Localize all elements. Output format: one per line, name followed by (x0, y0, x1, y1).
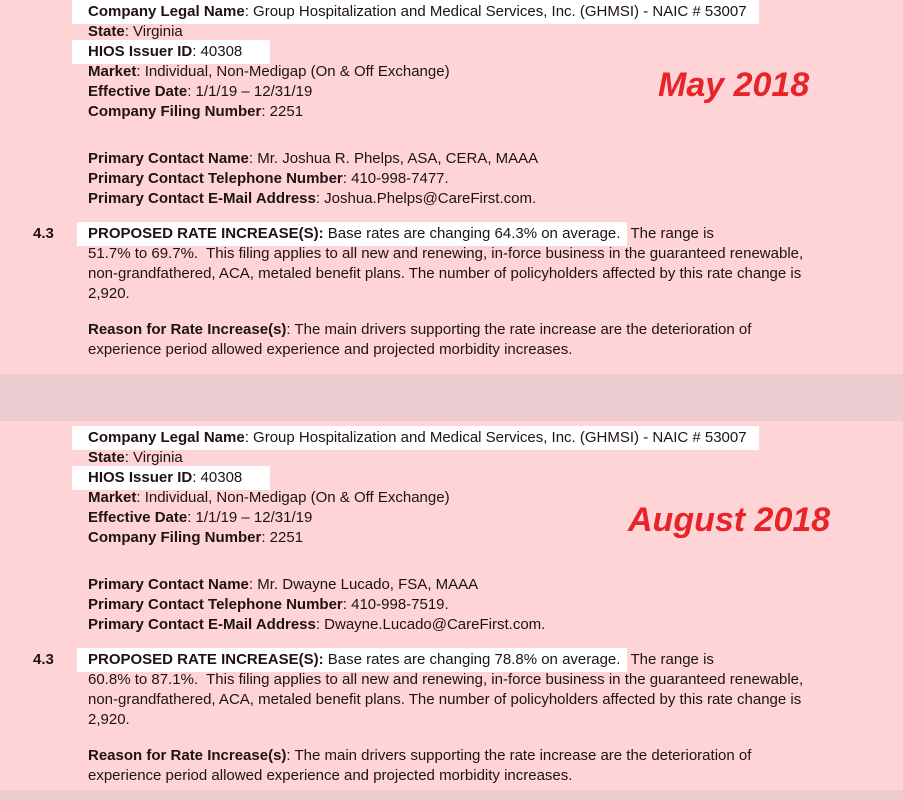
effective-date-line: Effective Date: 1/1/19 – 12/31/19 (88, 509, 313, 526)
rate-paragraph-line-2: 51.7% to 69.7%. This filing applies to all new and renewing, in-force business in the guaranteed renewable, (88, 245, 804, 262)
reason-paragraph-line-1: Reason for Rate Increase(s): The main drivers supporting the rate increase are the deterioration of (88, 747, 752, 764)
state-line: State: Virginia (88, 449, 183, 466)
filing-summary-may-2018 (0, 2, 903, 360)
item-number-4-3: 4.3 (33, 651, 54, 668)
reason-for-rate-increase-paragraph (0, 320, 903, 360)
state-line: State: Virginia (88, 23, 183, 40)
market-line: Market: Individual, Non-Medigap (On & Off Exchange) (88, 489, 450, 506)
effective-date-line: Effective Date: 1/1/19 – 12/31/19 (88, 83, 313, 100)
reason-paragraph-line-2: experience period allowed experience and projected morbidity increases. (88, 767, 573, 784)
company-legal-name-highlight: Company Legal Name: Group Hospitalization and Medical Services, Inc. (GHMSI) - NAIC # 53007 (72, 426, 759, 450)
hios-issuer-id-highlight: HIOS Issuer ID: 40308 (72, 40, 270, 64)
market-line: Market: Individual, Non-Medigap (On & Off Exchange) (88, 63, 450, 80)
section-divider-band (0, 374, 903, 421)
proposed-rate-increase-paragraph (0, 224, 903, 304)
rate-paragraph-line-3: non-grandfathered, ACA, metaled benefit plans. The number of policyholders affected by this rate change is (88, 265, 802, 282)
proposed-rate-increase-paragraph (0, 650, 903, 730)
primary-contact-phone-line: Primary Contact Telephone Number: 410-998-7519. (88, 596, 449, 613)
hios-issuer-id-highlight: HIOS Issuer ID: 40308 (72, 466, 270, 490)
rate-paragraph-line-4: 2,920. (88, 711, 130, 728)
rate-paragraph-line-1: PROPOSED RATE INCREASE(S): Base rates are changing 64.3% on average. The range is (88, 224, 903, 244)
date-annotation-august-2018: August 2018 (628, 501, 831, 539)
rate-increase-highlight: PROPOSED RATE INCREASE(S): Base rates are changing 78.8% on average. (77, 648, 627, 672)
rate-paragraph-line-3: non-grandfathered, ACA, metaled benefit plans. The number of policyholders affected by this rate change is (88, 691, 802, 708)
hios-issuer-id-line (88, 468, 903, 488)
rate-increase-highlight: PROPOSED RATE INCREASE(S): Base rates are changing 64.3% on average. (77, 222, 627, 246)
primary-contact-phone-line: Primary Contact Telephone Number: 410-998-7477. (88, 170, 449, 187)
bottom-edge-band (0, 790, 903, 800)
filing-summary-august-2018 (0, 428, 903, 786)
date-annotation-may-2018: May 2018 (658, 66, 810, 104)
primary-contact-block (0, 575, 903, 635)
reason-for-rate-increase-paragraph (0, 746, 903, 786)
company-filing-number-line: Company Filing Number: 2251 (88, 103, 304, 120)
rate-paragraph-line-2: 60.8% to 87.1%. This filing applies to all new and renewing, in-force business in the guaranteed renewable, (88, 671, 804, 688)
company-filing-number-line: Company Filing Number: 2251 (88, 529, 304, 546)
primary-contact-email-line: Primary Contact E-Mail Address: Joshua.Phelps@CareFirst.com. (88, 190, 537, 207)
reason-paragraph-line-1: Reason for Rate Increase(s): The main drivers supporting the rate increase are the deterioration of (88, 321, 752, 338)
company-legal-name-line (88, 428, 903, 448)
rate-paragraph-line-1: PROPOSED RATE INCREASE(S): Base rates are changing 78.8% on average. The range is (88, 650, 903, 670)
rate-paragraph-line-4: 2,920. (88, 285, 130, 302)
primary-contact-email-line: Primary Contact E-Mail Address: Dwayne.Lucado@CareFirst.com. (88, 616, 546, 633)
company-legal-name-line (88, 2, 903, 22)
company-legal-name-highlight: Company Legal Name: Group Hospitalization and Medical Services, Inc. (GHMSI) - NAIC # 53007 (72, 0, 759, 24)
hios-issuer-id-line (88, 42, 903, 62)
primary-contact-name-line: Primary Contact Name: Mr. Dwayne Lucado, FSA, MAAA (88, 576, 479, 593)
primary-contact-block (0, 149, 903, 209)
item-number-4-3: 4.3 (33, 225, 54, 242)
reason-paragraph-line-2: experience period allowed experience and projected morbidity increases. (88, 341, 573, 358)
primary-contact-name-line: Primary Contact Name: Mr. Joshua R. Phelps, ASA, CERA, MAAA (88, 150, 539, 167)
